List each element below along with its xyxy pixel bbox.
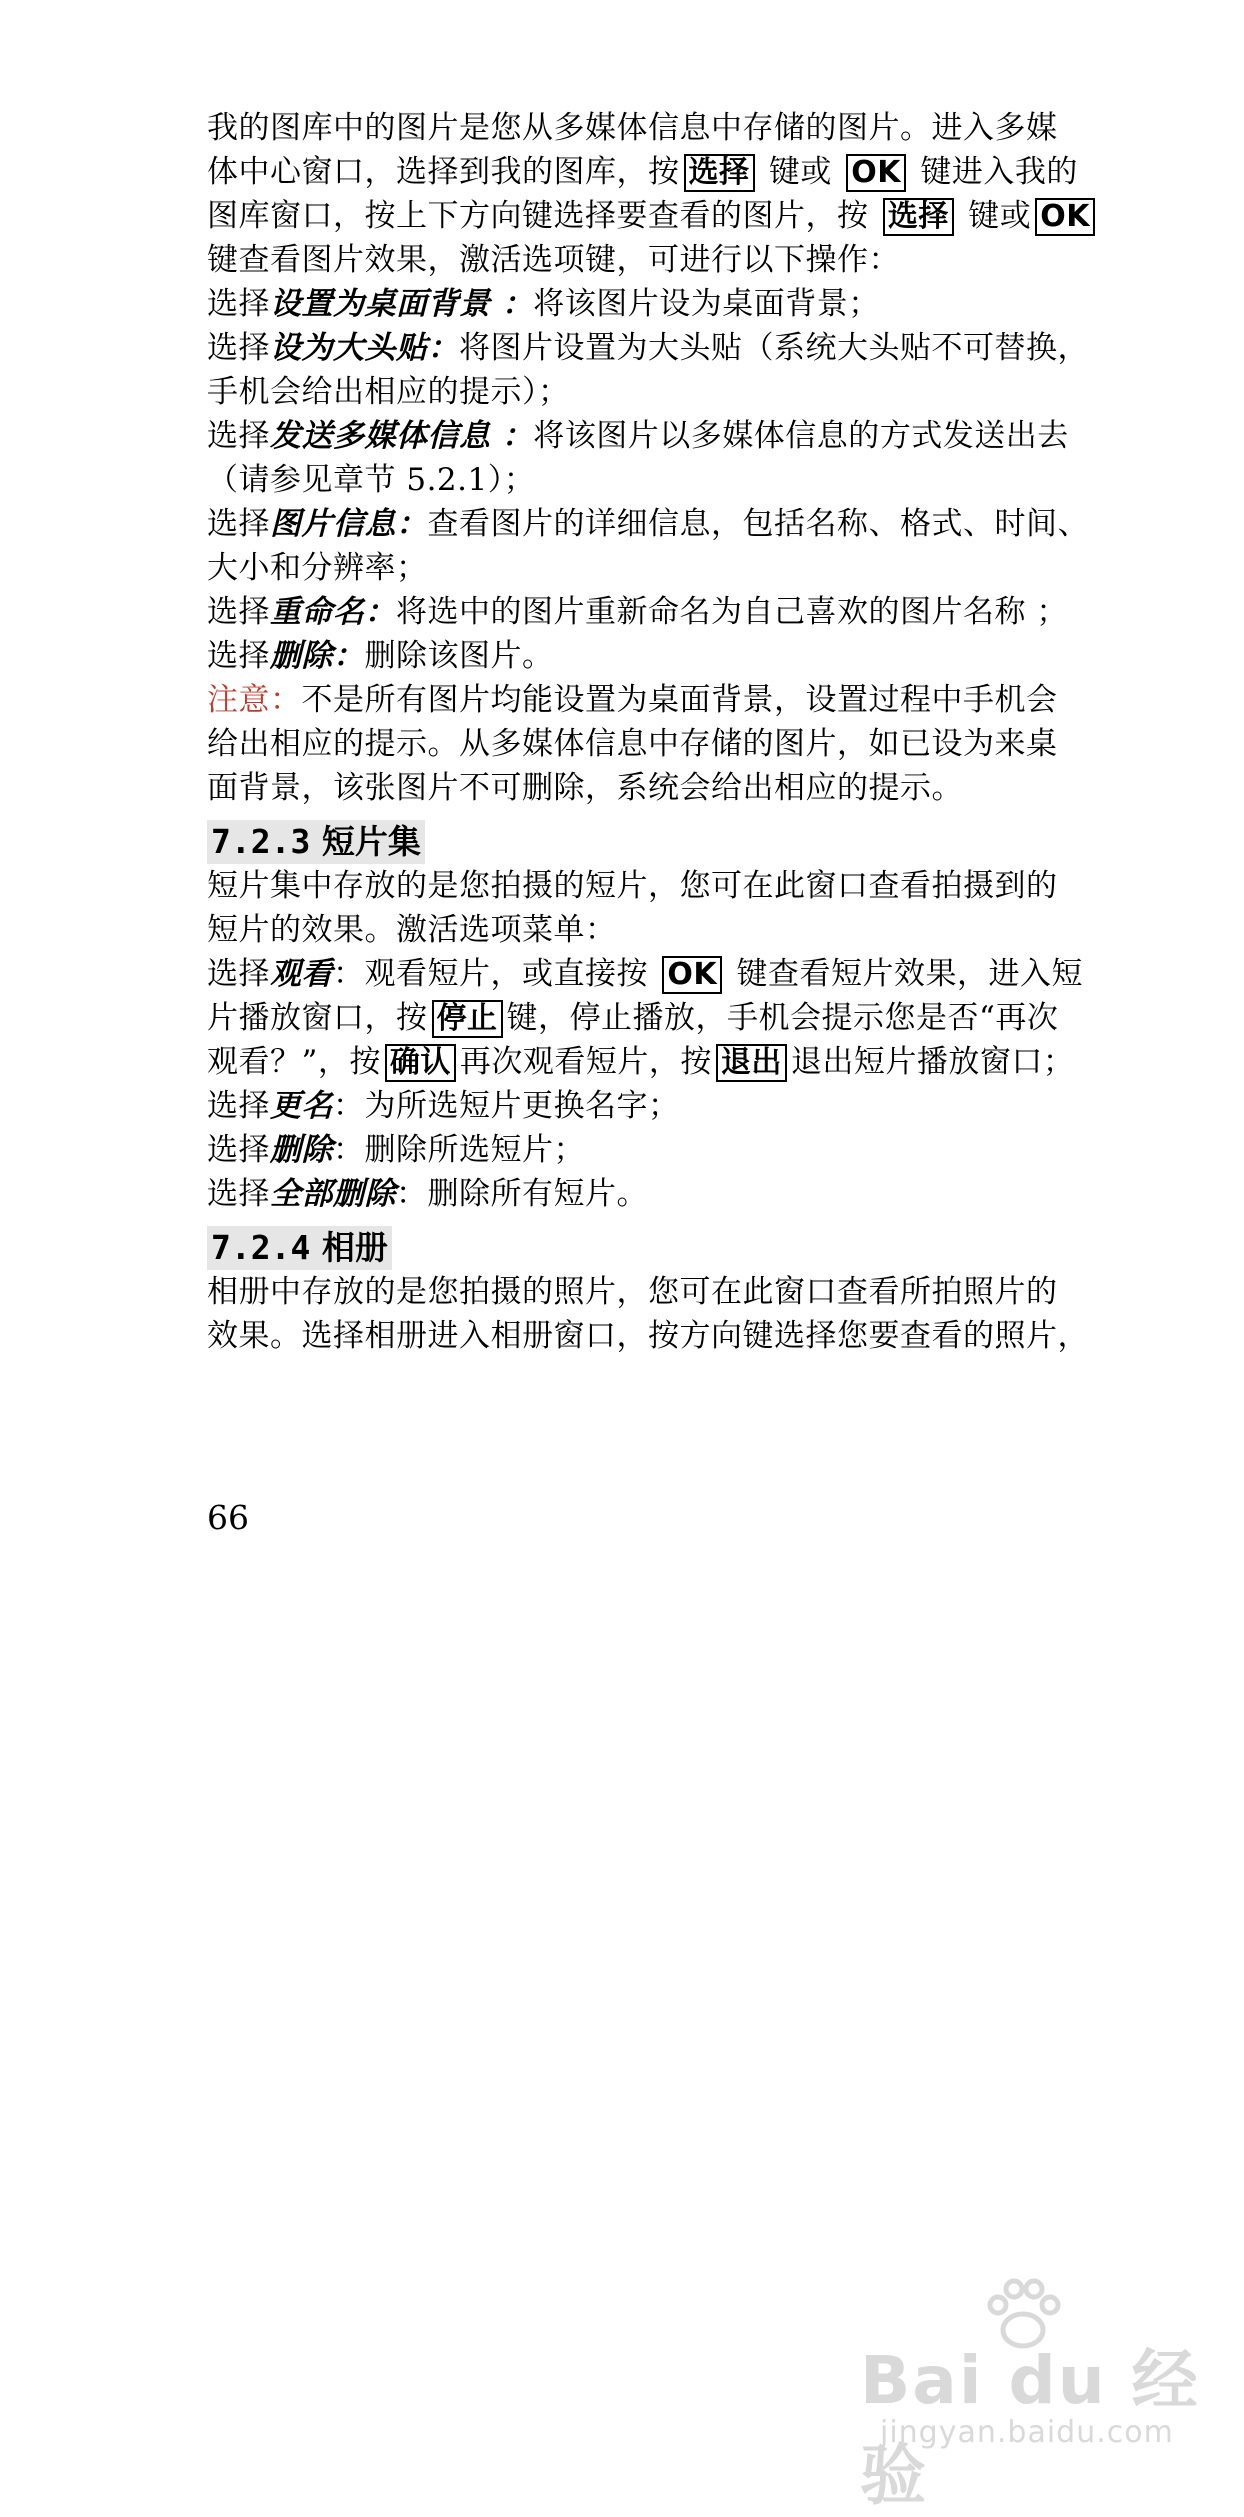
body-text-line: 短片集中存放的是您拍摄的短片，您可在此窗口查看拍摄到的 <box>207 868 1058 904</box>
watermark-url: jingyan.baidu.com <box>880 2415 1174 2450</box>
option-image-info: 选择图片信息：查看图片的详细信息，包括名称、格式、时间、 <box>207 506 1089 542</box>
exit-key: 退出 <box>716 1044 787 1082</box>
note-line: 面背景，该张图片不可删除，系统会给出相应的提示。 <box>207 770 963 806</box>
body-text-line: 图库窗口，按上下方向键选择要查看的图片，按 选择 键或 OK <box>207 194 1097 238</box>
page-number: 66 <box>207 1498 249 1537</box>
body-text-line: 我的图库中的图片是您从多媒体信息中存储的图片。进入多媒 <box>207 110 1058 146</box>
section-heading-7-2-3: 7.2.3 短片集 <box>207 820 425 864</box>
option-delete-all: 选择全部删除：删除所有短片。 <box>207 1176 648 1212</box>
option-term: 观看 <box>270 956 333 992</box>
ok-key: OK <box>846 154 906 192</box>
confirm-key: 确认 <box>385 1044 456 1082</box>
option-term: 发送多媒体信息 ： <box>270 418 534 454</box>
watermark-logo-text: Bai du 经验 <box>860 2342 1200 2514</box>
note-line: 给出相应的提示。从多媒体信息中存储的图片，如已设为来桌 <box>207 726 1058 762</box>
option-term: 全部删除 <box>270 1176 396 1212</box>
body-text-line: 大小和分辨率； <box>207 550 428 586</box>
option-delete: 选择删除：删除该图片。 <box>207 638 554 674</box>
option-term: 设置为桌面背景 ： <box>270 286 534 322</box>
ok-key: OK <box>662 956 722 994</box>
option-rename: 选择重命名：将选中的图片重新命名为自己喜欢的图片名称 ； <box>207 594 1068 630</box>
body-text-line: 相册中存放的是您拍摄的照片，您可在此窗口查看所拍照片的 <box>207 1274 1058 1310</box>
baidu-watermark <box>860 2275 1200 2514</box>
note-line: 注意：不是所有图片均能设置为桌面背景，设置过程中手机会 <box>207 682 1058 718</box>
body-text-line: 效果。选择相册进入相册窗口，按方向键选择您要查看的照片， <box>207 1318 1089 1354</box>
select-key: 选择 <box>883 198 954 236</box>
option-term: 设为大头贴： <box>270 330 459 366</box>
body-text-line: 观看？”，按 确认再次观看短片，按 退出 退出短片播放窗口； <box>207 1044 1075 1080</box>
body-text-line: 体中心窗口，选择到我的图库，按 选择 键或 OK 键进入我的 <box>207 154 1078 190</box>
select-key: 选择 <box>684 154 755 192</box>
note-label: 注意： <box>207 682 302 718</box>
section-heading-7-2-4: 7.2.4 相册 <box>207 1226 392 1270</box>
option-term: 更名 <box>270 1088 333 1124</box>
option-rename-clip: 选择更名：为所选短片更换名字； <box>207 1088 680 1124</box>
body-text-line: （请参见章节 5.2.1）； <box>207 462 536 498</box>
stop-key: 停止 <box>432 1000 503 1038</box>
option-term: 重命名： <box>270 594 396 630</box>
option-delete-clip: 选择删除：删除所选短片； <box>207 1132 585 1168</box>
option-term: 图片信息： <box>270 506 428 542</box>
body-text-line: 短片的效果。激活选项菜单： <box>207 912 617 948</box>
page-content <box>207 106 1097 1358</box>
option-wallpaper: 选择设置为桌面背景 ：将该图片设为桌面背景； <box>207 286 880 322</box>
option-term: 删除： <box>270 638 365 674</box>
option-send-mms: 选择发送多媒体信息 ：将该图片以多媒体信息的方式发送出去 <box>207 418 1069 454</box>
ok-key: OK <box>1035 198 1095 236</box>
option-avatar: 选择设为大头贴：将图片设置为大头贴（系统大头贴不可替换， <box>207 330 1089 366</box>
body-text-line: 片播放窗口，按 停止 键，停止播放，手机会提示您是否“再次 <box>207 1000 1059 1036</box>
body-text-line: 键查看图片效果，激活选项键，可进行以下操作： <box>207 242 900 278</box>
option-term: 删除 <box>270 1132 333 1168</box>
body-text-line: 手机会给出相应的提示）； <box>207 374 570 410</box>
option-watch: 选择观看：观看短片，或直接按 OK 键查看短片效果，进入短 <box>207 956 1083 992</box>
